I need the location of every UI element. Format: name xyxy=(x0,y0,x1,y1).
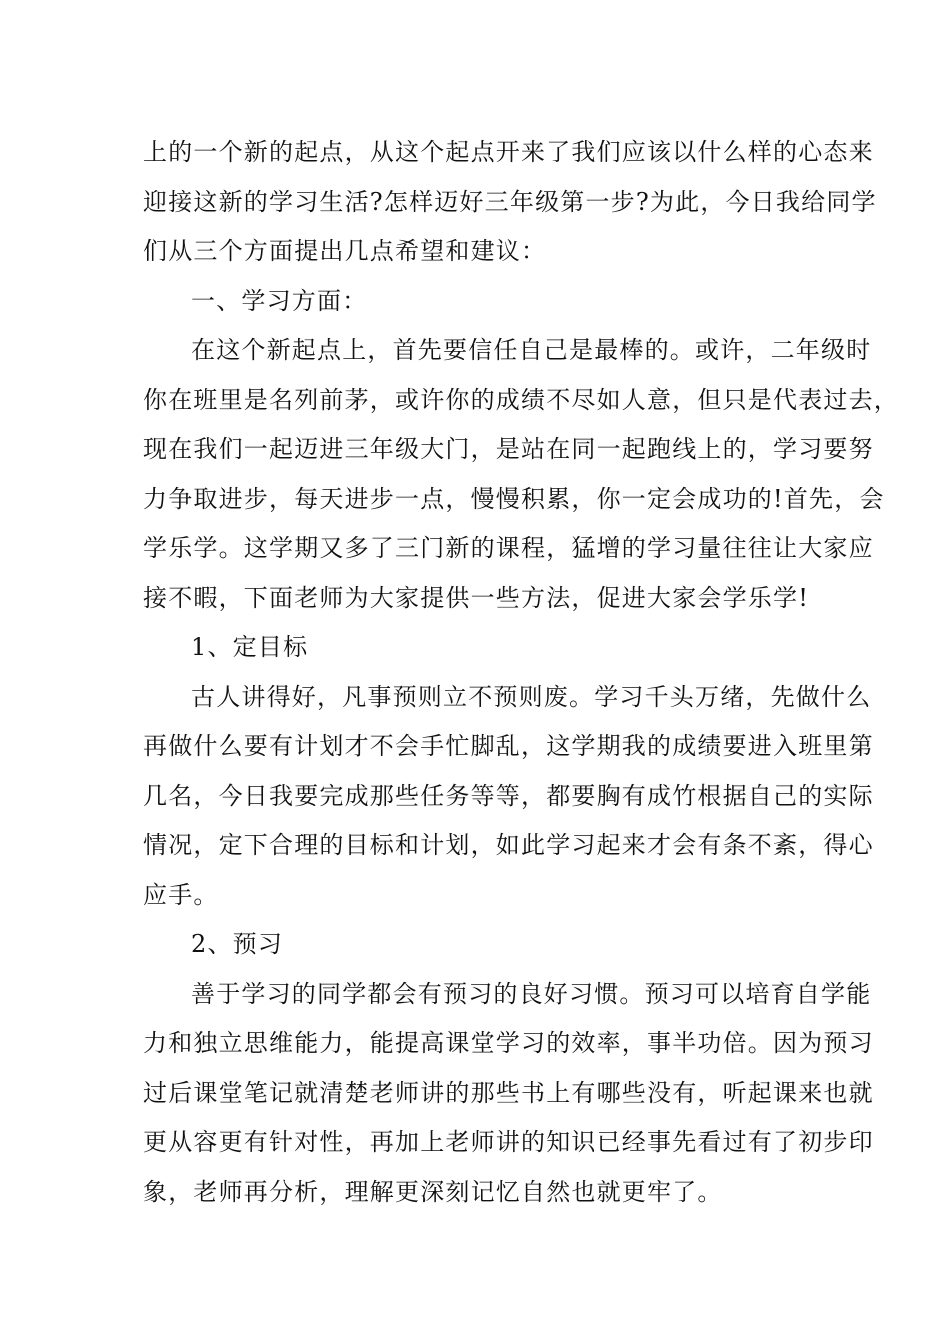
section-heading: 一、学习方面： xyxy=(191,286,368,315)
text-line: 象，老师再分析，理解更深刻记忆自然也就更牢了。 xyxy=(143,1177,723,1206)
paragraph-first-line: 在这个新起点上，首先要信任自己是最棒的。或许，二年级时 xyxy=(191,336,872,364)
text-line: 迎接这新的学习生活?怎样迈好三年级第一步?为此，今日我给同学 xyxy=(143,187,877,216)
text-line: 接不暇，下面老师为大家提供一些方法，促进大家会学乐学! xyxy=(143,583,810,612)
text-line: 们从三个方面提出几点希望和建议： xyxy=(143,237,547,265)
text-line: 力争取进步，每天进步一点，慢慢积累，你一定会成功的!首先，会 xyxy=(143,484,885,513)
text-line: 你在班里是名列前茅，或许你的成绩不尽如人意，但只是代表过去， xyxy=(143,385,899,414)
paragraph-first-line: 古人讲得好，凡事预则立不预则废。学习千头万绪，先做什么 xyxy=(191,682,872,711)
text-line: 力和独立思维能力，能提高课堂学习的效率，事半功倍。因为预习 xyxy=(143,1029,874,1057)
text-line: 应手。 xyxy=(143,880,219,909)
subsection-heading: 1、定目标 xyxy=(191,633,309,661)
document-body xyxy=(143,128,899,1217)
text-line: 几名，今日我要完成那些任务等等，都要胸有成竹根据自己的实际 xyxy=(143,781,874,810)
paragraph-first-line: 善于学习的同学都会有预习的良好习惯。预习可以培育自学能 xyxy=(191,979,872,1008)
text-line: 再做什么要有计划才不会手忙脚乱，这学期我的成绩要进入班里第 xyxy=(143,732,874,760)
text-line: 情况，定下合理的目标和计划，如此学习起来才会有条不紊，得心 xyxy=(143,831,874,859)
text-line: 现在我们一起迈进三年级大门，是站在同一起跑线上的，学习要努 xyxy=(143,435,874,463)
subsection-heading: 2、预习 xyxy=(191,930,284,958)
text-line: 上的一个新的起点，从这个起点开来了我们应该以什么样的心态来 xyxy=(143,138,874,166)
text-line: 过后课堂笔记就清楚老师讲的那些书上有哪些没有，听起课来也就 xyxy=(143,1078,874,1107)
text-line: 学乐学。这学期又多了三门新的课程，猛增的学习量往往让大家应 xyxy=(143,534,874,562)
text-line: 更从容更有针对性，再加上老师讲的知识已经事先看过有了初步印 xyxy=(143,1128,874,1156)
